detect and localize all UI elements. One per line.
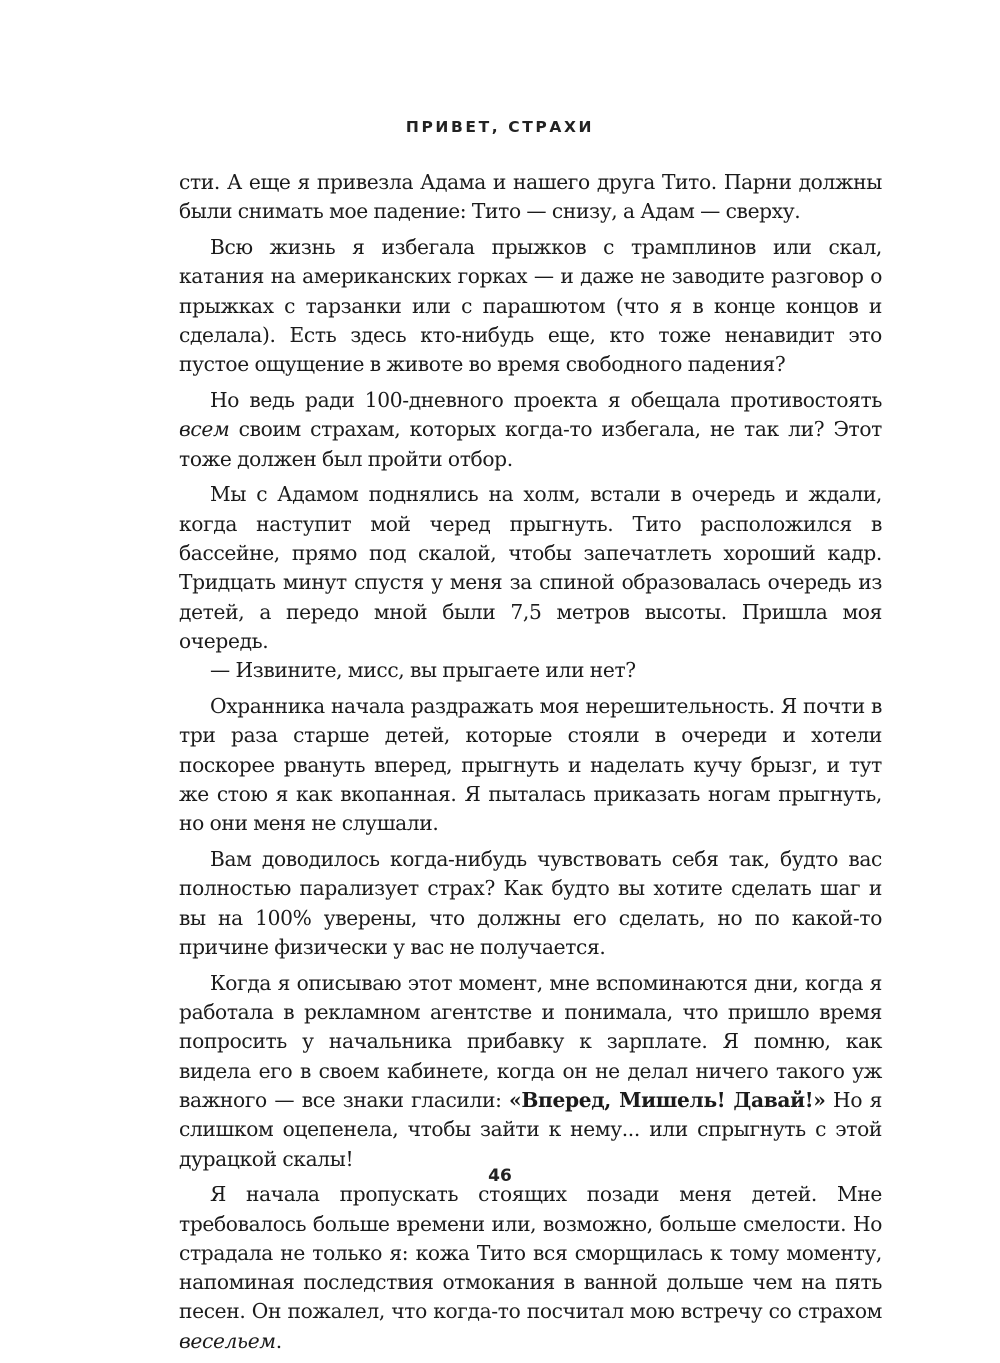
paragraph-8-part-1: Когда я описываю этот момент, мне вспоминаются дни, когда я работала в рекламном агентстве и понимала, что пришло время попросить у начальника прибавку к зарплате. Я помню, как видела его в своем кабинете, когда он не делал ничего такого уж важного — все знаки гласили: xyxy=(179,970,882,1112)
paragraph-3-part-1: Но ведь ради 100-дневного проекта я обещала противостоять xyxy=(210,388,882,413)
paragraph-3-part-2: своим страхам, которых когда-то избегала, не так ли? Этот тоже должен был пройти отбор. xyxy=(179,417,882,471)
paragraph-3 xyxy=(179,386,882,474)
bold-quote: «Вперед, Мишель! Давай!» xyxy=(509,1087,826,1112)
paragraph-6: Охранника начала раздражать моя нерешительность. Я почти в три раза старше детей, которые стояли в очереди и хотели поскорее рвануть вперед, прыгнуть и наделать кучу брызг, и тут же стою я как вкопанная. Я пыталась приказать ногам прыгнуть, но они меня не слушали. xyxy=(179,694,882,836)
page-number: 46 xyxy=(488,1166,512,1186)
paragraph-2: Всю жизнь я избегала прыжков с трамплинов или скал, катания на американских горках — и даже не заводите разговор о прыжках с тарзанки или с парашютом (что я в конце концов и сделала). Есть здесь кто-нибудь еще, кто тоже ненавидит это пустое ощущение в животе во время свободного падения? xyxy=(179,235,882,377)
dialogue-line: — Извините, мисс, вы прыгаете или нет? xyxy=(210,658,636,683)
paragraph-9 xyxy=(179,1180,882,1356)
paragraph-4: Мы с Адамом поднялись на холм, встали в очередь и ждали, когда наступит мой черед прыгнуть. Тито расположился в бассейне, прямо под скалой, чтобы запечатлеть хороший кадр. Тридцать минут спустя у меня за спиной образовалась очередь из детей, а передо мной были 7,5 метров высоты. Пришла моя очередь. xyxy=(179,482,882,653)
paragraph-8-part-2: Но я слишком оцепенела, чтобы зайти к нему... или спрыгнуть с этой дурацкой скалы! xyxy=(179,1087,882,1171)
paragraph-9-part-2: . xyxy=(275,1328,282,1353)
paragraph-8 xyxy=(179,969,882,1174)
emphasis-veselem: весельем xyxy=(179,1328,276,1353)
emphasis-vsem: всем xyxy=(179,417,230,442)
paragraph-9-part-1: Я начала пропускать стоящих позади меня детей. Мне требовалось больше времени или, возможно, больше смелости. Но страдала не только я: кожа Тито вся сморщилась к тому моменту, напоминая последствия отмокания в ванной дольше чем на пять песен. Он пожалел, что когда-то посчитал мою встречу со страхом xyxy=(179,1182,882,1324)
paragraph-1: сти. А еще я привезла Адама и нашего друга Тито. Парни должны были снимать мое падение: Тито — снизу, а Адам — сверху. xyxy=(179,170,882,224)
running-head: ПРИВЕТ, СТРАХИ xyxy=(405,118,595,136)
paragraph-7: Вам доводилось когда-нибудь чувствовать себя так, будто вас полностью парализует страх? Как будто вы хотите сделать шаг и вы на 100% уверены, что должны его сделать, но по какой-то причине физически у вас не получается. xyxy=(179,847,882,959)
